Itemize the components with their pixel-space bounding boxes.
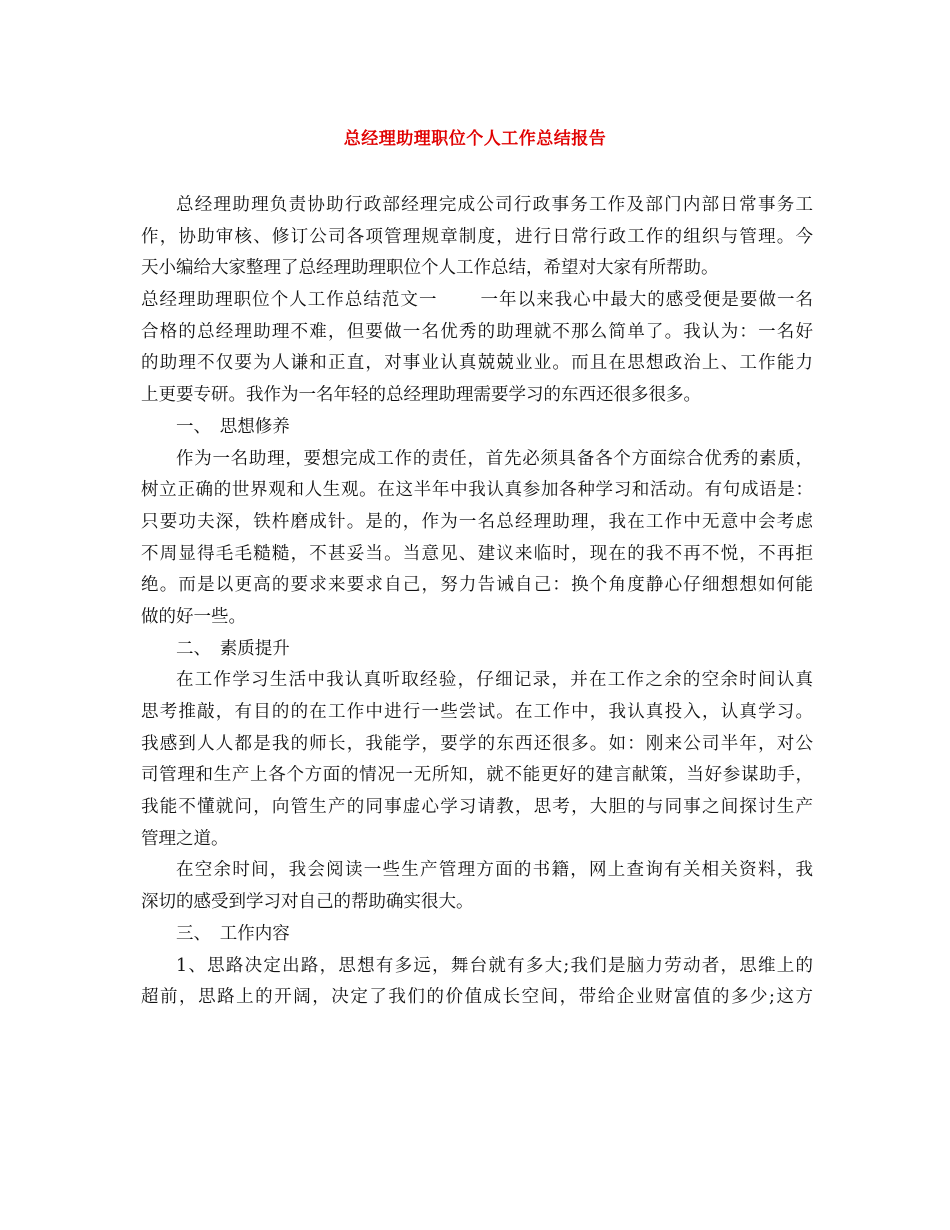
paragraph-line: 超前，思路上的开阔，决定了我们的价值成长空间，带给企业财富值的多少;这方 bbox=[141, 987, 813, 1008]
paragraph-line: 在空余时间，我会阅读一些生产管理方面的书籍，网上查询有关相关资料，我 bbox=[176, 860, 813, 881]
paragraph-line: 管理之道。 bbox=[141, 828, 229, 849]
paragraph-line: 思考推敲，有目的的在工作中进行一些尝试。在工作中，我认真投入，认真学习。 bbox=[141, 702, 813, 722]
paragraph-line: 作，协助审核、修订公司各项管理规章制度，进行日常行政工作的组织与管理。今 bbox=[141, 226, 813, 247]
section-heading: 三、 工作内容 bbox=[176, 923, 290, 944]
paragraph-line: 做的好一些。 bbox=[141, 606, 246, 627]
paragraph-text: 一年以来我心中最大的感受便是要做一名 bbox=[479, 290, 814, 311]
paragraph-line: 我能不懂就问，向管生产的同事虚心学习请教，思考，大胆的与同事之间探讨生产 bbox=[141, 797, 813, 818]
section-heading: 二、 素质提升 bbox=[176, 638, 290, 659]
paragraph-line: 绝。而是以更高的要求来要求自己，努力告诫自己：换个角度静心仔细想想如何能 bbox=[141, 575, 813, 596]
document-body bbox=[141, 190, 813, 1014]
paragraph-line: 不周显得毛毛糙糙，不甚妥当。当意见、建议来临时，现在的我不再不悦，不再拒 bbox=[141, 543, 813, 564]
paragraph-line: 总经理助理负责协助行政部经理完成公司行政事务工作及部门内部日常事务工 bbox=[176, 195, 813, 215]
paragraph-line bbox=[141, 285, 813, 317]
document-title: 总经理助理职位个人工作总结报告 bbox=[343, 129, 607, 149]
paragraph-line: 我感到人人都是我的师长，我能学，要学的东西还很多。如：刚来公司半年，对公 bbox=[141, 733, 813, 754]
paragraph-line: 作为一名助理，要想完成工作的责任，首先必须具备各个方面综合优秀的素质， bbox=[176, 448, 813, 469]
paragraph-line: 合格的总经理助理不难，但要做一名优秀的助理就不那么简单了。我认为：一名好 bbox=[141, 321, 813, 342]
section-heading: 一、 思想修养 bbox=[176, 416, 290, 437]
section-heading: 总经理助理职位个人工作总结范文一 bbox=[141, 290, 438, 311]
paragraph-line: 树立正确的世界观和人生观。在这半年中我认真参加各种学习和活动。有句成语是： bbox=[141, 480, 813, 501]
paragraph-line: 1、思路决定出路，思想有多远，舞台就有多大;我们是脑力劳动者，思维上的 bbox=[176, 955, 813, 976]
paragraph-line: 司管理和生产上各个方面的情况一无所知，就不能更好的建言献策，当好参谋助手， bbox=[141, 765, 813, 786]
paragraph-line: 的助理不仅要为人谦和正直，对事业认真兢兢业业。而且在思想政治上、工作能力 bbox=[141, 353, 813, 374]
paragraph-line: 只要功夫深，铁杵磨成针。是的，作为一名总经理助理，我在工作中无意中会考虑 bbox=[141, 511, 813, 532]
paragraph-line: 在工作学习生活中我认真听取经验，仔细记录，并在工作之余的空余时间认真 bbox=[176, 670, 813, 691]
paragraph-line: 深切的感受到学习对自己的帮助确实很大。 bbox=[141, 892, 474, 913]
paragraph-line: 上更要专研。我作为一名年轻的总经理助理需要学习的东西还很多很多。 bbox=[141, 385, 701, 406]
paragraph-line: 天小编给大家整理了总经理助理职位个人工作总结，希望对大家有所帮助。 bbox=[141, 258, 719, 279]
